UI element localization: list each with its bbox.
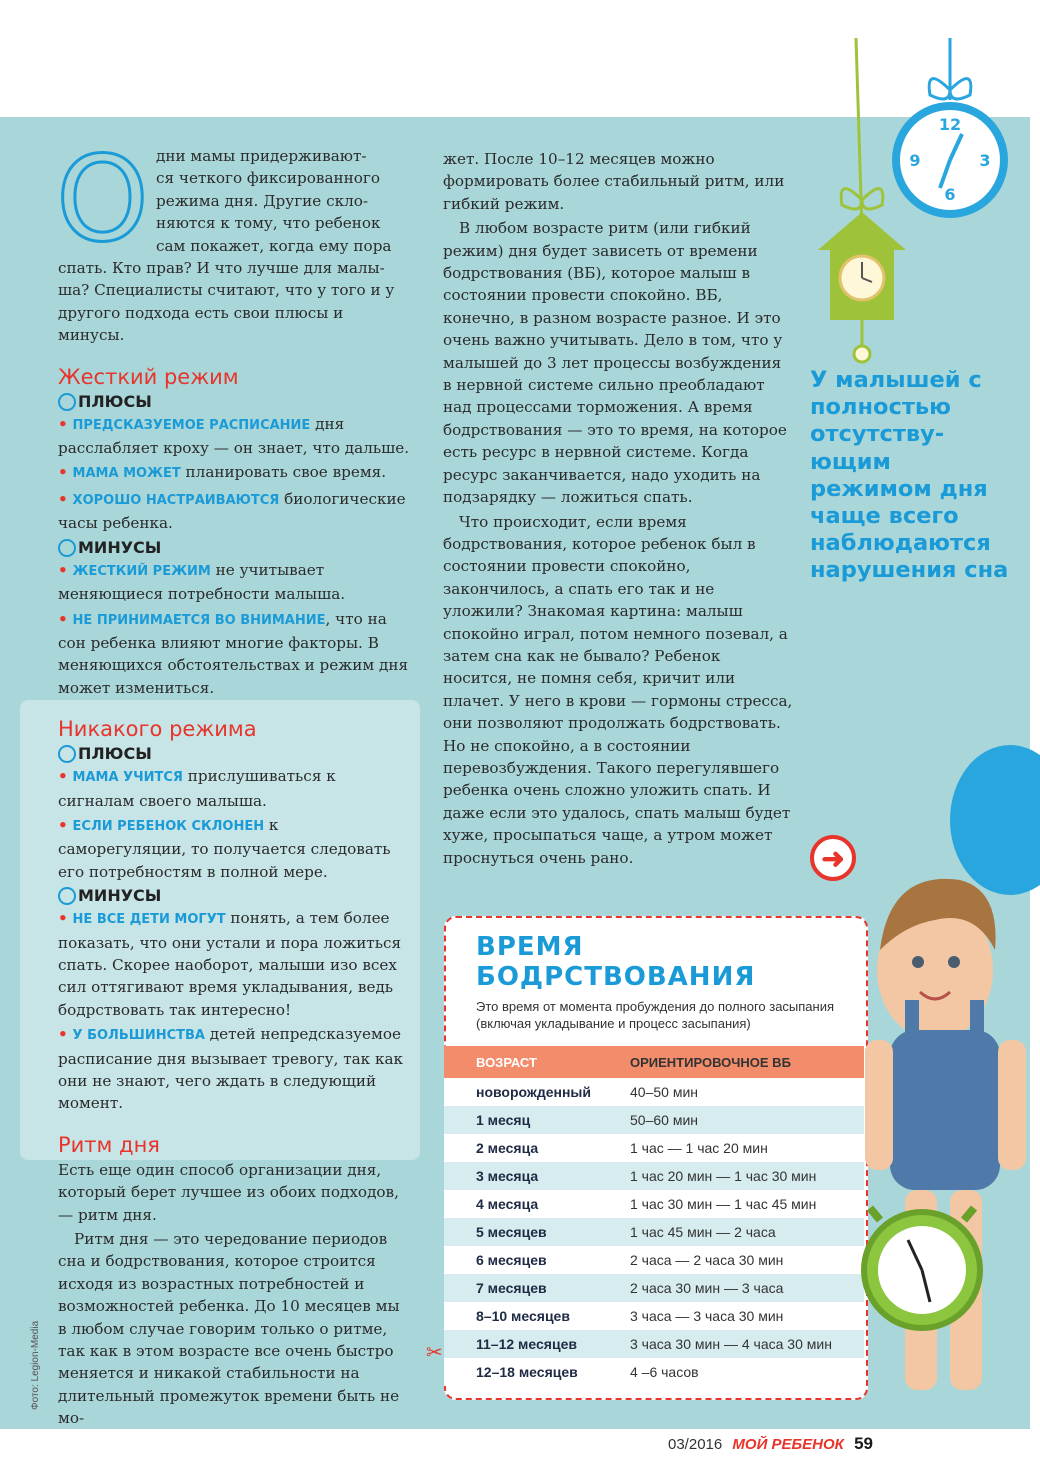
wake-time-cell: 2 часа — 2 часа 30 мин xyxy=(630,1252,784,1268)
column-header: ОРИЕНТИРОВОЧНОЕ ВБ xyxy=(630,1054,791,1070)
strict-minus-heading xyxy=(58,537,410,559)
strict-title: Жесткий режим xyxy=(58,364,239,389)
clock-icon xyxy=(58,393,76,411)
table-row xyxy=(444,1330,864,1358)
intro-line: ся четкого фиксированного xyxy=(156,169,381,188)
intro-rest: спать. Кто прав? И что лучше для малы-ша? Специалисты считают, что у того и у другого подхода есть свои плюсы и минусы. xyxy=(58,259,395,345)
table-row xyxy=(444,1302,864,1330)
minus-label: МИНУСЫ xyxy=(78,537,162,557)
none-minus-heading xyxy=(58,885,410,907)
plus-label: ПЛЮСЫ xyxy=(78,744,152,764)
clock-number: 12 xyxy=(938,115,962,134)
age-cell: 5 месяцев xyxy=(476,1224,547,1240)
rhythm-paragraph: Есть еще один способ организации дня, который берет лучшее из обоих подходов, — ритм дня. xyxy=(58,1160,399,1224)
wake-time-cell: 50–60 мин xyxy=(630,1112,698,1128)
hanging-clocks-illustration xyxy=(800,30,1030,370)
table-title xyxy=(476,932,755,992)
age-cell: новорожденный xyxy=(476,1084,591,1100)
baby-illustration xyxy=(850,870,1035,1430)
issue-date: 03/2016 xyxy=(668,1436,723,1453)
drop-cap: О xyxy=(56,130,149,268)
middle-column xyxy=(443,148,793,871)
table-row xyxy=(444,1106,864,1134)
intro-line: няются к тому, что ребенок xyxy=(156,214,381,233)
strict-plus-heading xyxy=(58,391,410,413)
age-cell: 12–18 месяцев xyxy=(476,1364,578,1380)
wake-time-cell: 1 час 30 мин — 1 час 45 мин xyxy=(630,1196,817,1212)
age-cell: 1 месяц xyxy=(476,1112,531,1128)
wake-time-table xyxy=(444,1046,864,1386)
table-title-line: ВРЕМЯ xyxy=(476,932,584,962)
strict-minus-item: • ЖЕСТКИЙ РЕЖИМ не учитывает меняющиеся потребности малыша. xyxy=(58,560,346,604)
none-minus-item: • НЕ ВСЕ ДЕТИ МОГУТ понять, а тем более показать, что они устали и пора ложиться спать. Скорее наоборот, малыши изо всех сил оттягивают время укладывания, ведь бодрствовать так интересно! xyxy=(58,909,402,1019)
table-row xyxy=(444,1078,864,1106)
clock-icon xyxy=(58,745,76,763)
clock-icon xyxy=(58,539,76,557)
age-cell: 7 месяцев xyxy=(476,1280,547,1296)
clock-number: 3 xyxy=(979,151,991,170)
strict-plus-item: • МАМА МОЖЕТ планировать свое время. xyxy=(58,463,387,482)
table-row xyxy=(444,1358,864,1386)
intro-line: сам покажет, когда ему пора xyxy=(156,236,392,255)
strict-plus-item: • ПРЕДСКАЗУЕМОЕ РАСПИСАНИЕ дня расслабляет кроху — он знает, что дальше. xyxy=(58,414,410,458)
strict-plus-item: • ХОРОШО НАСТРАИВАЮТСЯ биологические часы ребенка. xyxy=(58,489,406,533)
wake-time-cell: 1 час — 1 час 20 мин xyxy=(630,1140,768,1156)
table-row xyxy=(444,1162,864,1190)
age-cell: 6 месяцев xyxy=(476,1252,547,1268)
plus-label: ПЛЮСЫ xyxy=(78,391,152,411)
left-column xyxy=(58,145,410,1432)
wake-time-cell: 1 час 20 мин — 1 час 30 мин xyxy=(630,1168,817,1184)
wake-time-cell: 1 час 45 мин — 2 часа xyxy=(630,1224,776,1240)
table-row xyxy=(444,1274,864,1302)
none-title: Никакого режима xyxy=(58,717,257,742)
page-footer xyxy=(668,1434,873,1454)
age-cell: 11–12 месяцев xyxy=(476,1336,577,1352)
table-title-line: БОДРСТВОВАНИЯ xyxy=(476,962,756,992)
table-row xyxy=(444,1134,864,1162)
wake-time-cell: 40–50 мин xyxy=(630,1084,698,1100)
intro-paragraph xyxy=(58,145,410,347)
none-minus-item: • У БОЛЬШИНСТВА детей непредсказуемое расписание дня вызывает тревогу, так как они не знают, чего ждать в следующий момент. xyxy=(58,1025,404,1113)
none-plus-item: • МАМА УЧИТСЯ прислушиваться к сигналам своего малыша. xyxy=(58,767,336,810)
strict-minus-item: • НЕ ПРИНИМАЕТСЯ ВО ВНИМАНИЕ, что на сон ребенка влияют многие факторы. В меняющихся обстоятельствах и режим дня может измениться. xyxy=(58,609,409,697)
middle-paragraph: В любом возрасте ритм (или гибкий режим) дня будет зависеть от времени бодрствования (ВБ), которое малыш в состоянии провести спокойно. ВБ, конечно, в разном возрасте разное. И это очень важно учитывать. Дело в том, что у малышей до 3 лет процессы возбуждения в нервной системе сильно преобладают над процессами торможения. А время бодрствования — это то время, на которое есть ресурс в нервной системе. Когда ресурс заканчивается, надо уходить на подзарядку — ложиться спать. xyxy=(443,219,787,507)
rhythm-title: Ритм дня xyxy=(58,1132,160,1157)
wake-time-cell: 3 часа — 3 часа 30 мин xyxy=(630,1308,784,1324)
wake-time-cell: 2 часа 30 мин — 3 часа xyxy=(630,1280,784,1296)
clock-number: 6 xyxy=(944,185,956,204)
arrow-right-icon: ➜ xyxy=(810,835,856,881)
magazine-name: МОЙ РЕБЕНОК xyxy=(732,1436,844,1453)
middle-paragraph: Что происходит, если время бодрствования, которое ребенок был в состоянии провести спокойно, закончилось, а спать его так и не уложили? Знакомая картина: малыш спокойно играл, потом немного позевал, а затем сна как не бывало? Ребенок носится, не помня себя, кричит или плачет. У него в крови — гормоны стресса, они позволяют продолжать бодрствовать. Но не спокойно, а в состоянии перевозбуждения. Такого перегулявшего ребенка очень сложно уложить спать. И даже если это удалось, спать малыш будет хуже, просыпаться чаще, а утром может проснуться очень рано. xyxy=(443,512,793,867)
intro-line: дни мамы придерживают- xyxy=(156,147,367,165)
age-cell: 8–10 месяцев xyxy=(476,1308,570,1324)
pull-quote: У малышей с полностью отсутству-ющим режимом дня чаще всего наблюдаются нарушения сна xyxy=(810,367,1009,584)
scissors-icon: ✂ xyxy=(426,1340,443,1364)
table-row xyxy=(444,1246,864,1274)
middle-paragraph: жет. После 10–12 месяцев можно формировать более стабильный ритм, или гибкий режим. xyxy=(443,150,785,213)
intro-line: режима дня. Другие скло- xyxy=(156,191,369,210)
wake-time-cell: 4 –6 часов xyxy=(630,1364,699,1380)
minus-label: МИНУСЫ xyxy=(78,886,162,906)
photo-credit: Фото: Legion-Media xyxy=(30,1320,41,1410)
none-plus-heading xyxy=(58,743,410,765)
wake-time-cell: 3 часа 30 мин — 4 часа 30 мин xyxy=(630,1336,832,1352)
page-number: 59 xyxy=(854,1434,873,1453)
rhythm-paragraph: Ритм дня — это чередование периодов сна и бодрствования, которое строится исходя из возрастных потребностей и возможностей ребенка. До 10 месяцев мы в любом случае говорим только о ритме, так как в этом возрасте все очень быстро меняется и никакой стабильности на длительный промежуток времени быть не мо- xyxy=(58,1230,400,1428)
age-cell: 4 месяца xyxy=(476,1196,539,1212)
age-cell: 2 месяца xyxy=(476,1140,539,1156)
table-row xyxy=(444,1190,864,1218)
clock-number: 9 xyxy=(909,151,921,170)
table-subtitle: Это время от момента пробуждения до полного засыпания (включая укладывание и процесс засыпания) xyxy=(476,999,835,1031)
column-header: ВОЗРАСТ xyxy=(476,1054,537,1070)
clock-icon xyxy=(58,887,76,905)
table-row xyxy=(444,1218,864,1246)
table-header xyxy=(444,1046,864,1078)
none-plus-item: • ЕСЛИ РЕБЕНОК СКЛОНЕН к саморегуляции, то получается следовать его потребностям в полной мере. xyxy=(58,815,391,881)
age-cell: 3 месяца xyxy=(476,1168,539,1184)
